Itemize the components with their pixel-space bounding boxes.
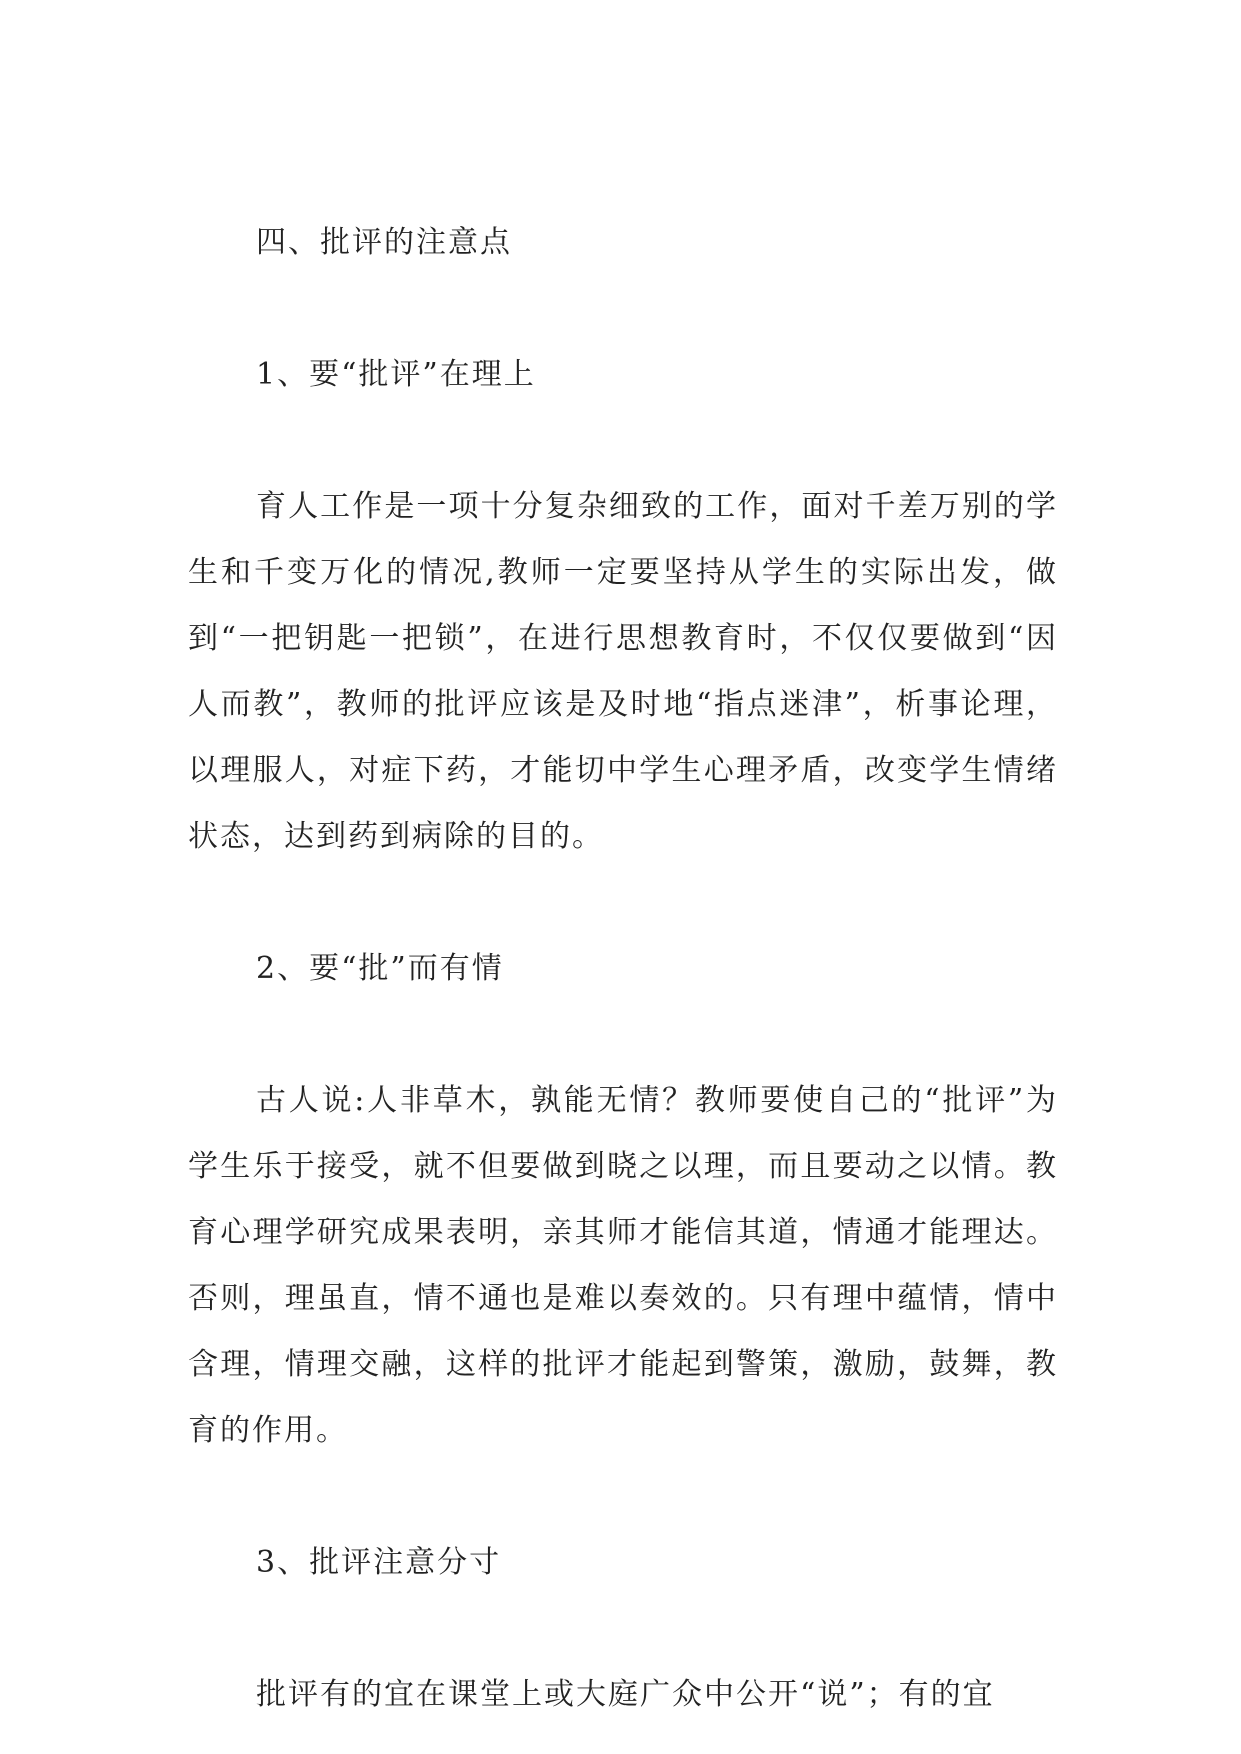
item-heading-3: 3、批评注意分寸 <box>256 1545 502 1580</box>
item-heading-1: 1、要“批评”在理上 <box>256 357 536 392</box>
spacer <box>188 408 1058 474</box>
item-paragraph-2: 古人说:人非草木，孰能无情？教师要使自己的“批评”为学生乐于接受，就不但要做到晓之以理，而且要动之以情。教育心理学研究成果表明，亲其师才能信其道，情通才能理达。否则，理虽直，情不通也是难以奏效的。只有理中蕴情，情中含理，情理交融，这样的批评才能起到警策，激励，鼓舞，教育的作用。 <box>188 1083 1058 1448</box>
spacer <box>188 276 1058 342</box>
item-paragraph-1: 育人工作是一项十分复杂细致的工作，面对千差万别的学生和千变万化的情况,教师一定要坚持从学生的实际出发，做到“一把钥匙一把锁”，在进行思想教育时，不仅仅要做到“因人而教”，教师的批评应该是及时地“指点迷津”，析事论理，以理服人，对症下药，才能切中学生心理矛盾，改变学生情绪状态，达到药到病除的目的。 <box>188 489 1058 854</box>
spacer <box>188 1596 1058 1662</box>
item-paragraph-3: 批评有的宜在课堂上或大庭广众中公开“说”；有的宜 <box>256 1677 995 1712</box>
item-heading-2: 2、要“批”而有情 <box>256 951 504 986</box>
spacer <box>188 1002 1058 1068</box>
section-title: 四、批评的注意点 <box>256 225 512 260</box>
spacer <box>188 1464 1058 1530</box>
document-body <box>188 210 1058 1728</box>
spacer <box>188 870 1058 936</box>
